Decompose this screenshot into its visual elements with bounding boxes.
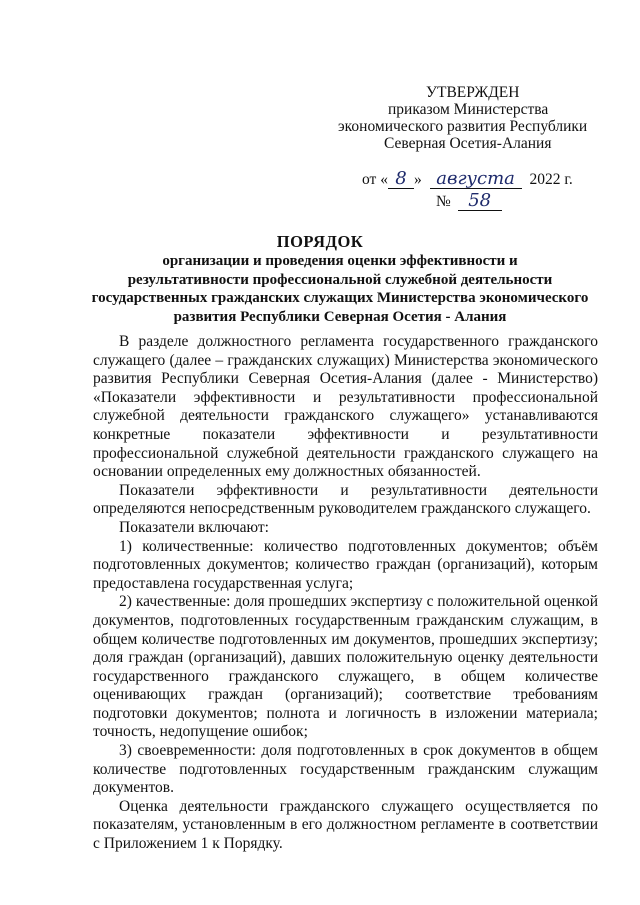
date-prefix: от « bbox=[362, 171, 388, 188]
date-year: 2022 г. bbox=[529, 171, 573, 188]
approval-date bbox=[362, 168, 573, 189]
approval-line-3: Северная Осетия-Алания bbox=[384, 135, 552, 152]
document-subtitle bbox=[80, 252, 600, 326]
number-handwritten: 58 bbox=[468, 190, 492, 211]
paragraph: Показатели включают: bbox=[119, 518, 269, 536]
date-mid: » bbox=[413, 171, 422, 188]
paragraph: 1) количественные: количество подготовленных документов; объём подготовленных документов; количество граждан (организаций), которым предоставлена государственная услуга; bbox=[93, 537, 598, 592]
approval-line-2: экономического развития Республики bbox=[338, 118, 588, 135]
paragraph: 3) своевременности: доля подготовленных в срок документов в общем количестве подготовленных государственным гражданским служащим документов. bbox=[93, 742, 598, 797]
date-month-handwritten: августа bbox=[436, 168, 515, 189]
subtitle-line: государственных гражданских служащих Министерства экономического bbox=[91, 290, 589, 306]
date-day-handwritten: 8 bbox=[395, 168, 407, 189]
document-title: ПОРЯДОК bbox=[276, 232, 364, 251]
date-day-blank bbox=[388, 168, 414, 189]
subtitle-line: результативности профессиональной служебной деятельности bbox=[127, 271, 553, 288]
paragraph: В разделе должностного регламента государственного гражданского служащего (далее – гражданских служащих) Министерства экономического развития Республики Северная Осетия-Алания (далее - Министерство) «Показатели эффективности и результативности профессиональной служебной деятельности гражданского служащего» устанавливаются конкретные показатели эффективности и результативности профессиональной служебной деятельности гражданского служащего на основании определенных ему должностных обязанностей. bbox=[93, 333, 598, 481]
approval-line-1: приказом Министерства bbox=[388, 101, 549, 118]
subtitle-line: развития Республики Северная Осетия - Алания bbox=[173, 308, 507, 325]
paragraph: Оценка деятельности гражданского служащего осуществляется по показателям, установленным в его должностном регламенте в соответствии с Приложением 1 к Порядку. bbox=[93, 797, 598, 853]
document-body bbox=[93, 333, 598, 854]
subtitle-line: организации и проведения оценки эффективности и bbox=[162, 253, 518, 269]
approved-heading: УТВЕРЖДЕН bbox=[426, 84, 520, 101]
paragraph: 2) качественные: доля прошедших экспертизу с положительной оценкой документов, подготовленных государственным гражданским служащим, в общем количестве подготовленных им документов, прошедших экспертизу; доля граждан (организаций), давших положительную оценку деятельности государственного гражданского служащего, в общем количестве оценивающих граждан (организаций); соответствие требованиям подготовки документов; полнота и логичность в изложении материала; точность, недопущение ошибок; bbox=[93, 593, 598, 741]
number-prefix: № bbox=[436, 193, 451, 210]
paragraph: Показатели эффективности и результативности деятельности определяются непосредственным руководителем гражданского служащего. bbox=[93, 481, 598, 518]
approval-number bbox=[436, 190, 502, 211]
number-blank bbox=[458, 190, 502, 211]
date-month-blank bbox=[430, 168, 522, 189]
